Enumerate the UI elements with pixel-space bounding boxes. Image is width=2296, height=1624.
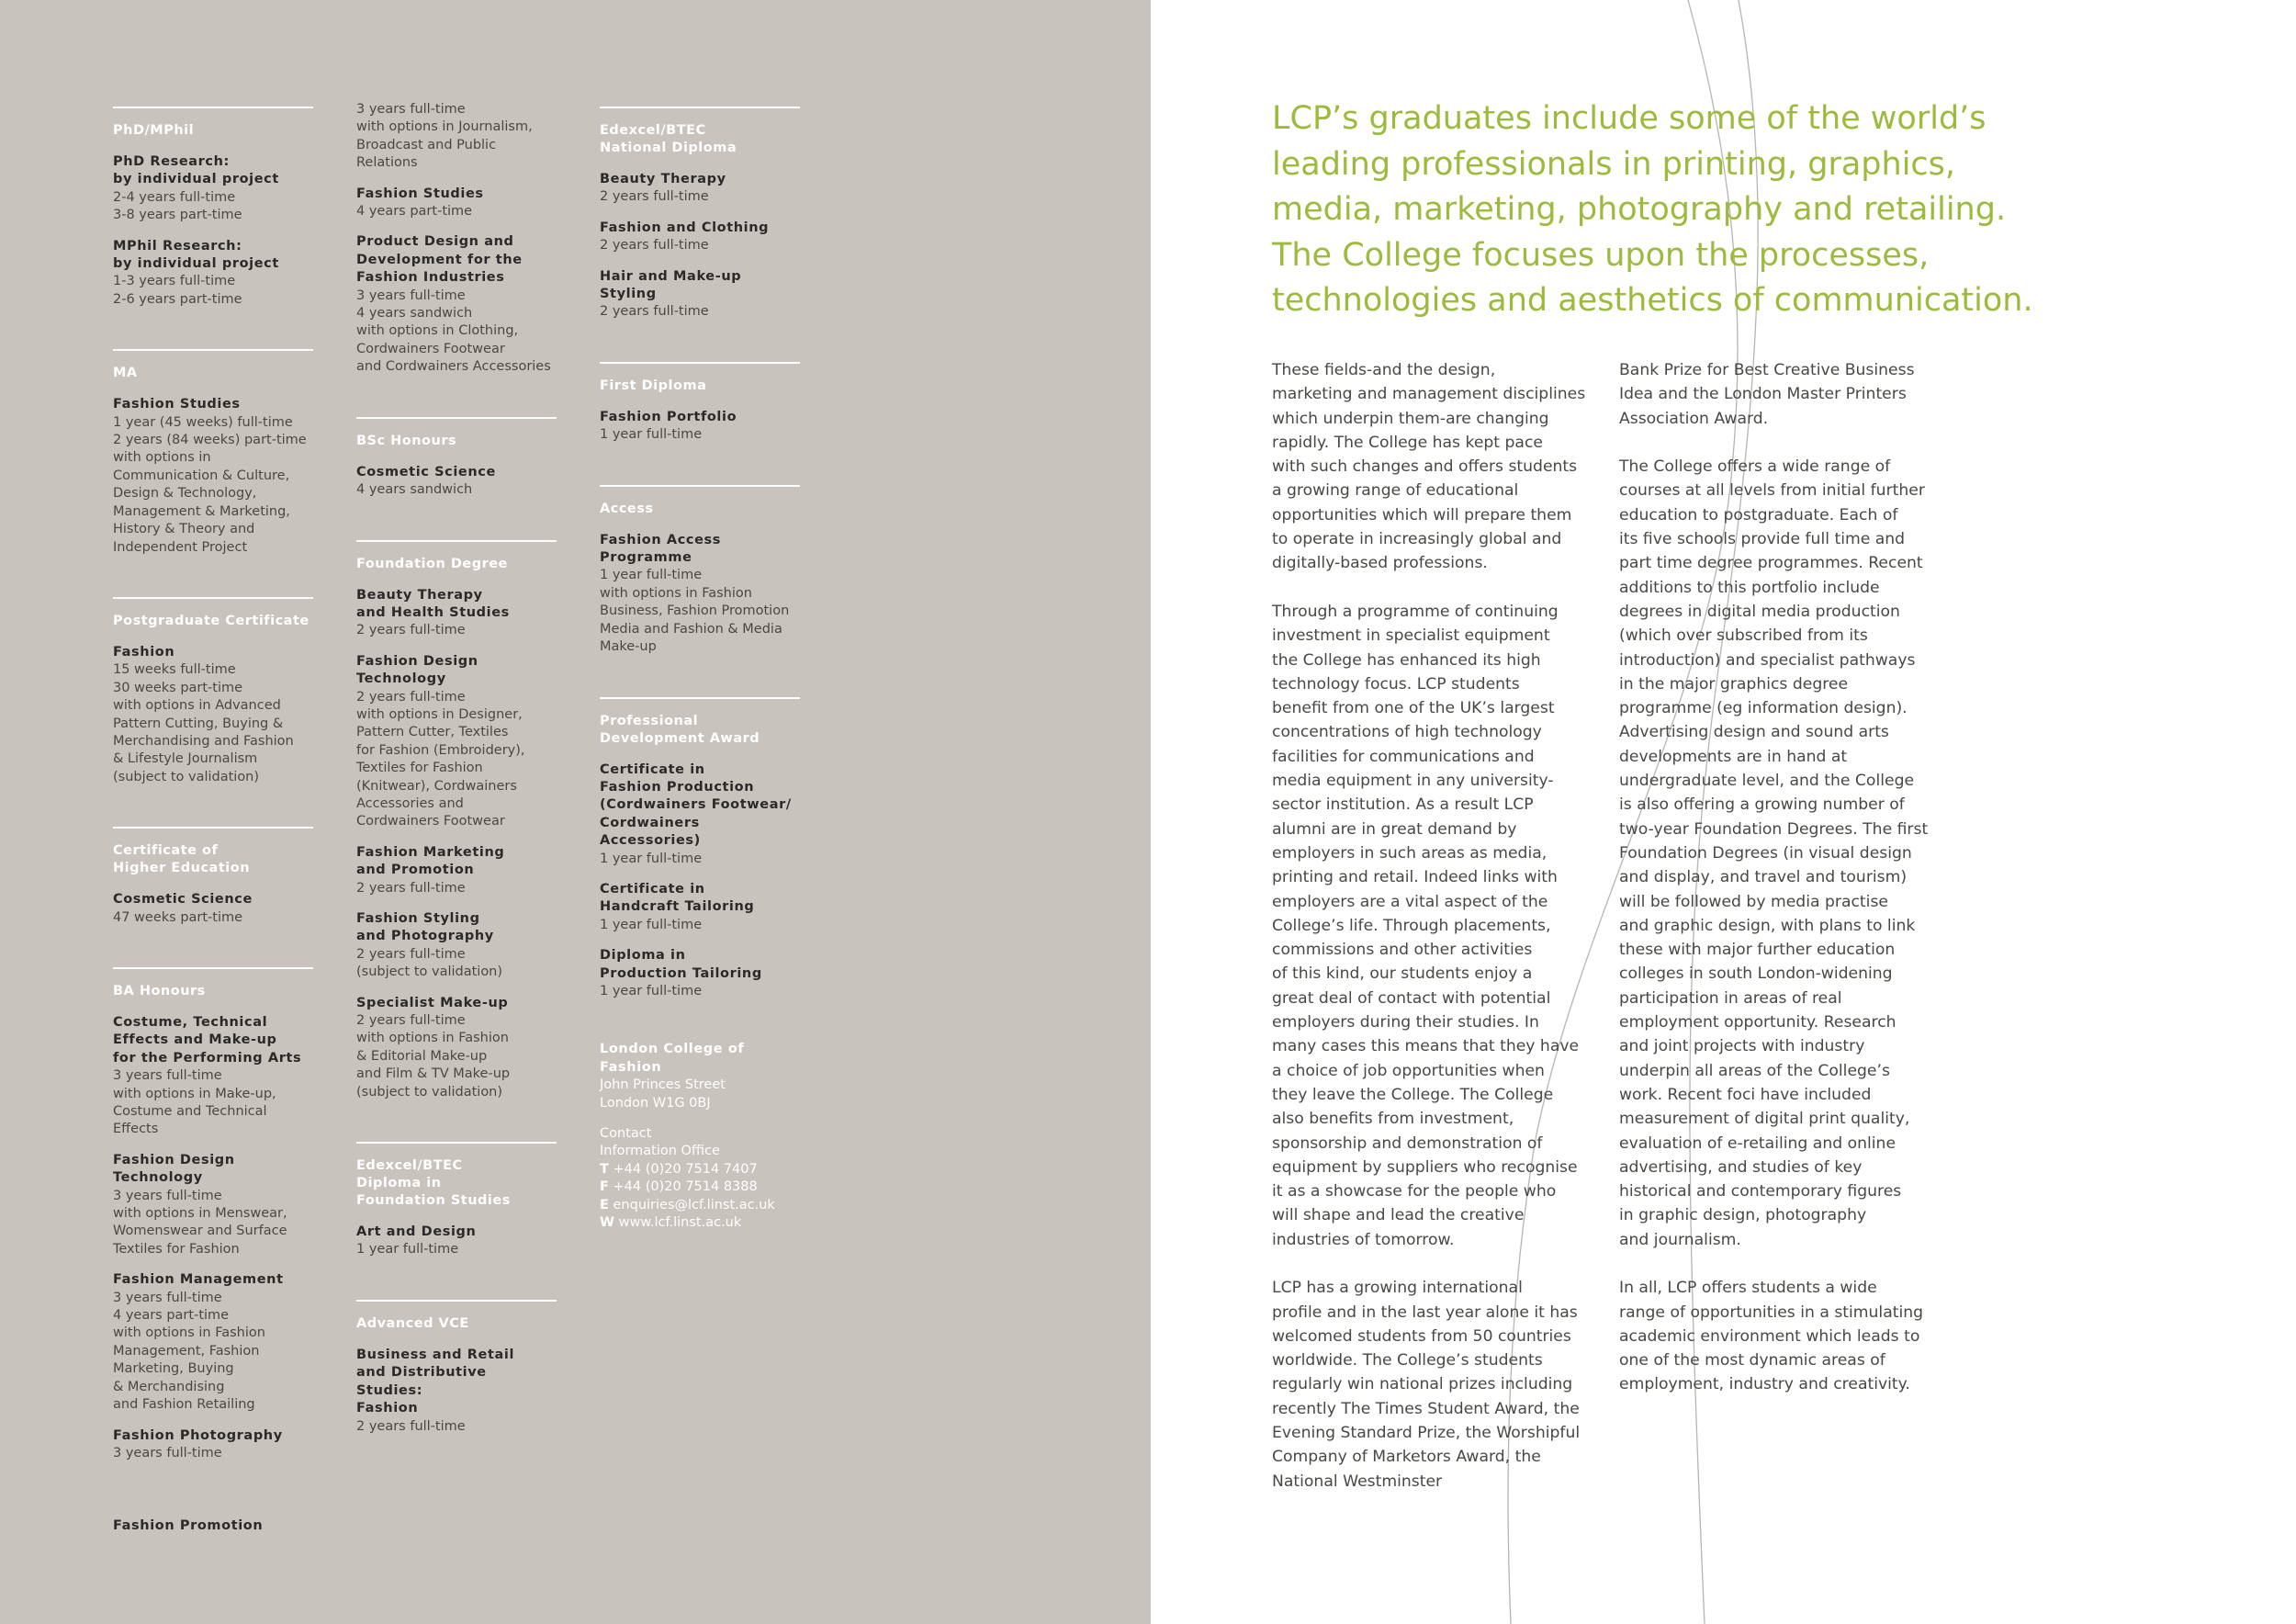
body-line: part time degree programmes. Recent [1619,554,1923,573]
section-heading-line: Postgraduate Certificate [113,613,310,628]
course-detail: Management & Marketing, [113,503,290,519]
course-detail: 2-4 years full-time [113,189,236,205]
body-line: Idea and the London Master Printers [1619,385,1907,404]
course-detail: with options in Fashion [113,1325,265,1341]
body-line: measurement of digital print quality, [1619,1110,1910,1129]
body-paragraph [1272,358,1589,576]
body-line: it as a showcase for the people who [1272,1182,1557,1201]
contact-value: www.lcf.linst.ac.uk [618,1215,742,1231]
course-detail: & Lifestyle Journalism [113,751,258,767]
body-line: one of the most dynamic areas of [1619,1351,1885,1370]
course-title: Programme [600,550,692,566]
course-detail: with options in Fashion [356,1031,509,1046]
course-title: Cordwainers Accessories) [600,815,701,849]
course-detail: with options in Make-up, [113,1086,276,1101]
course-title: Certificate in [600,881,705,897]
body-line: These fields-and the design, [1272,361,1496,379]
body-line: and journalism. [1619,1230,1741,1249]
body-line: opportunities which will prepare them [1272,505,1572,524]
course-detail: with options in Fashion [600,585,752,601]
body-line: recently The Times Student Award, the [1272,1399,1580,1418]
body-column-1 [1272,358,1589,1494]
course-detail: 1 year full-time [600,851,703,866]
course-detail: Make-up [600,639,657,655]
course-title: Specialist Make-up [356,995,509,1010]
body-line: employment, industry and creativity. [1619,1375,1910,1394]
section-heading-line: Edexcel/BTEC [356,1158,463,1174]
body-line: work. Recent foci have included [1619,1085,1872,1104]
body-line: The College offers a wide range of [1619,457,1891,477]
address-line: John Princes Street [600,1077,726,1093]
section-heading-line: Development Award [600,730,760,746]
course-detail: 2 years full-time [356,623,466,638]
body-line: in the major graphics degree [1619,674,1849,694]
course-detail: 1 year full-time [600,983,703,998]
course-detail: with options in Clothing, [356,323,519,339]
body-line: a growing range of educational [1272,481,1519,501]
body-line: of this kind, our students enjoy a [1272,964,1533,984]
course-detail: Pattern Cutter, Textiles [356,725,509,740]
body-line: in graphic design, photography [1619,1206,1867,1225]
section-heading-line: Certificate of [113,843,219,859]
course-detail: 3 years full-time [113,1445,222,1460]
body-line: technology focus. LCP students [1272,674,1520,694]
course-detail: 3 years full-time [113,1068,222,1084]
course-detail: Accessories and [356,795,464,811]
course-detail: 4 years sandwich [356,482,473,498]
course-detail: 2 years full-time [356,1013,466,1029]
body-line: evaluation of e-retailing and online [1619,1133,1896,1153]
body-line: and joint projects with industry [1619,1037,1865,1056]
course-detail: (Knitwear), Cordwainers [356,778,517,794]
course-detail: Design & Technology, [113,486,257,502]
body-line: a choice of job opportunities when [1272,1061,1545,1080]
course-detail: with options in Advanced [113,698,281,714]
course-title: Costume, Technical [113,1014,268,1030]
course-detail: Merchandising and Fashion [113,733,294,749]
course-detail: 2 years full-time [600,238,709,254]
body-line: Company of Marketors Award, the [1272,1448,1541,1467]
course-title: Technology [356,671,446,687]
headline-line: technologies and aesthetics of communication. [1272,282,2033,319]
course-title: Fashion Access [600,532,722,547]
body-line: commissions and other activities [1272,941,1533,960]
body-line: employers during their studies. In [1272,1013,1539,1032]
body-line: sponsorship and demonstration of [1272,1133,1543,1153]
course-detail: & Merchandising [113,1379,225,1394]
course-title: Effects and Make-up [113,1032,277,1048]
course-title: Beauty Therapy [356,587,483,603]
course-detail: with options in Menswear, [113,1206,287,1222]
course-title: Fashion Portfolio [600,409,737,424]
body-line: Foundation Degrees (in visual design [1619,843,1912,863]
section-heading-line: Diploma in [356,1176,442,1191]
body-column-2 [1619,358,1936,1397]
body-line: benefit from one of the UK’s largest [1272,699,1555,718]
paragraph-gap [1272,1252,1589,1276]
course-title: PhD Research: [113,154,230,169]
body-line: these with major further education [1619,941,1896,960]
course-title: Business and Retail [356,1347,515,1362]
college-name: London College of Fashion [600,1042,745,1075]
course-title: Development for the [356,252,523,267]
course-title: Production Tailoring [600,965,762,981]
body-line: academic environment which leads to [1619,1326,1920,1346]
course-title: by individual project [113,256,279,272]
body-line: and display, and travel and tourism) [1619,868,1908,887]
body-line: concentrations of high technology [1272,723,1542,742]
paragraph-gap [1619,431,1936,455]
course-detail: with options in [113,450,211,466]
course-detail: and Cordwainers Accessories [356,359,551,375]
contact-value: +44 (0)20 7514 7407 [613,1161,758,1177]
course-detail: 47 weeks part-time [113,909,243,925]
course-detail: Broadcast and Public [356,137,497,152]
course-detail: Management, Fashion [113,1343,260,1359]
body-line: the College has enhanced its high [1272,650,1541,670]
course-detail: 1 year full-time [600,917,703,932]
body-line: rapidly. The College has kept pace [1272,433,1543,452]
body-line: Bank Prize for Best Creative Business [1619,361,1915,379]
contact-label: W [600,1215,614,1231]
body-line: is also offering a growing number of [1619,795,1905,815]
course-detail: 2 years full-time [356,946,466,962]
body-line: Evening Standard Prize, the Worshipful [1272,1424,1581,1443]
section-heading-line: Edexcel/BTEC [600,123,706,138]
section-heading-line: Foundation Degree [356,556,508,571]
course-title: and Health Studies [356,604,510,620]
course-detail: & Editorial Make-up [356,1048,488,1064]
course-title: Fashion Styling [356,911,480,926]
course-detail: for Fashion (Embroidery), [356,742,525,758]
course-title: MPhil Research: [113,238,242,254]
course-title: by individual project [113,172,279,187]
body-line: investment in specialist equipment [1272,626,1550,646]
contact-value: +44 (0)20 7514 8388 [613,1179,758,1195]
course-detail: Media and Fashion & Media [600,621,782,637]
headline-line: media, marketing, photography and retailing. [1272,191,2007,228]
body-line: its five schools provide full time and [1619,530,1906,549]
body-line: two-year Foundation Degrees. The first [1619,819,1929,839]
course-detail: Womenswear and Surface [113,1224,287,1239]
course-title: and Distributive Studies: [356,1365,487,1398]
course-title: (Cordwainers Footwear/ [600,797,792,813]
contact-label: E [600,1197,609,1212]
course-title: Fashion Production [600,779,755,795]
course-detail: with options in Designer, [356,706,523,722]
course-detail: (subject to validation) [356,964,503,980]
body-line: employers in such areas as media, [1272,843,1548,863]
course-detail: 1 year (45 weeks) full-time [113,414,293,430]
course-title: Handcraft Tailoring [600,899,755,915]
body-line: to operate in increasingly global and [1272,530,1562,549]
course-title: Beauty Therapy [600,172,726,186]
course-detail: Cordwainers Footwear [356,341,505,356]
body-line: Through a programme of continuing [1272,602,1559,621]
body-line: LCP has a growing international [1272,1279,1523,1298]
body-line: colleges in south London-widening [1619,964,1893,984]
section-heading-line: MA [113,366,138,381]
course-detail: 1 year full-time [600,568,703,583]
section-heading-line: Higher Education [113,861,251,876]
course-detail: (subject to validation) [113,769,260,784]
course-detail: 1-3 years full-time [113,274,236,289]
body-line: which underpin them-are changing [1272,409,1549,428]
course-detail: 3 years full-time [113,1188,222,1203]
course-detail: with options in Journalism, [356,119,533,135]
course-title: and Promotion [356,863,475,878]
course-detail: Marketing, Buying [113,1361,234,1377]
body-line: digitally-based professions. [1272,554,1488,573]
course-detail: (subject to validation) [356,1084,503,1100]
body-paragraph [1619,358,1936,431]
body-line: industries of tomorrow. [1272,1230,1455,1249]
body-line: programme (eg information design). [1619,699,1908,718]
body-line: undergraduate level, and the College [1619,772,1915,791]
body-line: College’s life. Through placements, [1272,916,1551,935]
course-title: Fashion [113,644,175,660]
body-line: marketing and management disciplines [1272,385,1586,404]
section-heading-line: PhD/MPhil [113,123,195,138]
course-title: Fashion Studies [356,186,484,201]
course-detail: 30 weeks part-time [113,680,243,695]
course-title: Fashion Design [356,653,478,669]
body-line: printing and retail. Indeed links with [1272,868,1558,887]
course-detail: 1 year full-time [356,1242,459,1257]
course-detail: 2-6 years part-time [113,291,242,307]
section-heading-line: BA Honours [113,983,206,998]
course-detail: 2 years full-time [600,304,709,320]
course-detail: 1 year full-time [600,427,703,443]
section-heading-line: First Diploma [600,378,707,393]
course-title: Certificate in [600,761,705,777]
body-line: employment opportunity. Research [1619,1013,1896,1032]
course-detail: Effects [113,1122,159,1137]
course-detail: 2 years full-time [356,689,466,705]
body-line: sector institution. As a result LCP [1272,795,1534,815]
body-paragraph [1272,1276,1589,1494]
body-line: underpin all areas of the College’s [1619,1061,1890,1080]
paragraph-gap [1619,1252,1936,1276]
contact-label: F [600,1179,609,1195]
course-title: Diploma in [600,948,686,964]
course-title: Fashion and Clothing [600,220,770,235]
course-title: Fashion Management [113,1272,284,1288]
course-detail: 2 years (84 weeks) part-time [113,433,307,448]
headline-line: LCP’s graduates include some of the world’s [1272,100,1986,137]
body-line: advertising, and studies of key [1619,1157,1863,1177]
headline-line: leading professionals in printing, graphics, [1272,145,1956,183]
course-title: Hair and Make-up Styling [600,268,742,302]
body-line: education to postgraduate. Each of [1619,505,1898,524]
headline-line: The College focuses upon the processes, [1272,236,1930,274]
body-line: courses at all levels from initial further [1619,481,1925,501]
section-heading-line: BSc Honours [356,433,457,448]
body-line: many cases this means that they have [1272,1037,1580,1056]
body-line: degrees in digital media production [1619,602,1900,621]
body-line: developments are in hand at [1619,747,1848,766]
body-paragraph [1272,600,1589,1252]
body-line: participation in areas of real [1619,988,1842,1008]
course-detail: 2 years full-time [600,189,709,205]
course-detail: 3 years full-time [113,1290,222,1305]
section-heading-line: Foundation Studies [356,1193,511,1209]
body-line: introduction) and specialist pathways [1619,650,1916,670]
course-detail: 4 years part-time [113,1308,230,1324]
course-title: Fashion Marketing [356,844,505,860]
body-line: facilities for communications and [1272,747,1535,766]
body-line: additions to this portfolio include [1619,578,1880,597]
contact-label: T [600,1161,609,1177]
course-detail: 15 weeks full-time [113,662,236,678]
course-title: Art and Design [356,1224,477,1240]
body-line: Advertising design and sound arts [1619,723,1889,742]
body-line: In all, LCP offers students a wide [1619,1279,1877,1298]
course-detail: 3-8 years part-time [113,208,242,223]
body-line: (which over subscribed from its [1619,626,1868,646]
course-title: Fashion Photography [113,1427,283,1443]
course-detail: Cordwainers Footwear [356,814,505,829]
course-title: Cosmetic Science [113,892,253,908]
body-line: welcomed students from 50 countries [1272,1326,1571,1346]
office-line: Information Office [600,1144,720,1159]
body-line: worldwide. The College’s students [1272,1351,1543,1370]
office-line: Contact [600,1126,652,1141]
course-detail: History & Theory and [113,522,255,537]
course-detail: 2 years full-time [356,880,466,896]
body-line: will be followed by media practise [1619,892,1888,911]
paragraph-gap [1272,576,1589,600]
course-title: Fashion Design Technology [113,1152,235,1186]
body-line: National Westminster [1272,1472,1443,1491]
course-title: Product Design and [356,234,514,250]
course-title: Fashion Industries [356,270,505,286]
course-detail: and Film & TV Make-up [356,1066,511,1082]
course-detail: Textiles for Fashion [356,761,483,776]
body-line: also benefits from investment, [1272,1110,1514,1129]
course-detail: 3 years full-time [356,102,466,117]
body-line: and graphic design, with plans to link [1619,916,1916,935]
body-line: will shape and lead the creative [1272,1206,1525,1225]
course-detail: 4 years sandwich [356,306,473,321]
body-line: with such changes and offers students [1272,457,1578,477]
body-line: employers are a vital aspect of the [1272,892,1548,911]
body-line: profile and in the last year alone it has [1272,1303,1578,1322]
body-line: equipment by suppliers who recognise [1272,1157,1578,1177]
intro-headline [1272,96,2033,324]
contact-value: enquiries@lcf.linst.ac.uk [613,1197,775,1212]
section-heading-line: National Diploma [600,141,737,155]
course-title: Cosmetic Science [356,464,496,479]
course-detail: Pattern Cutting, Buying & [113,716,284,731]
course-detail: Textiles for Fashion [113,1241,240,1257]
course-detail: and Fashion Retailing [113,1397,255,1413]
stray-course-title: Fashion Promotion [113,1518,264,1533]
course-title: and Photography [356,929,494,944]
course-title: Fashion [356,1401,419,1416]
course-detail: Communication & Culture, [113,468,290,483]
body-line: Association Award. [1619,409,1769,428]
section-heading-line: Advanced VCE [356,1315,469,1331]
course-title: for the Performing Arts [113,1050,302,1066]
body-paragraph [1619,1276,1936,1396]
section-heading-line: Professional [600,713,699,728]
body-line: range of opportunities in a stimulating [1619,1303,1924,1322]
body-line: media equipment in any university- [1272,772,1554,791]
body-line: great deal of contact with potential [1272,988,1551,1008]
course-detail: Relations [356,155,418,171]
course-detail: 4 years part-time [356,204,473,220]
address-line: London W1G 0BJ [600,1095,711,1111]
body-line: regularly win national prizes including [1272,1375,1573,1394]
course-detail: 2 years full-time [356,1418,466,1434]
body-line: alumni are in great demand by [1272,819,1517,839]
course-detail: Independent Project [113,539,248,555]
course-detail: Business, Fashion Promotion [600,603,790,619]
section-heading-line: Access [600,501,654,516]
course-detail: 3 years full-time [356,288,466,303]
course-title: Fashion Studies [113,397,241,412]
body-line: they leave the College. The College [1272,1085,1554,1104]
course-detail: Costume and Technical [113,1104,267,1119]
body-line: historical and contemporary figures [1619,1182,1902,1201]
body-paragraph [1619,455,1936,1252]
